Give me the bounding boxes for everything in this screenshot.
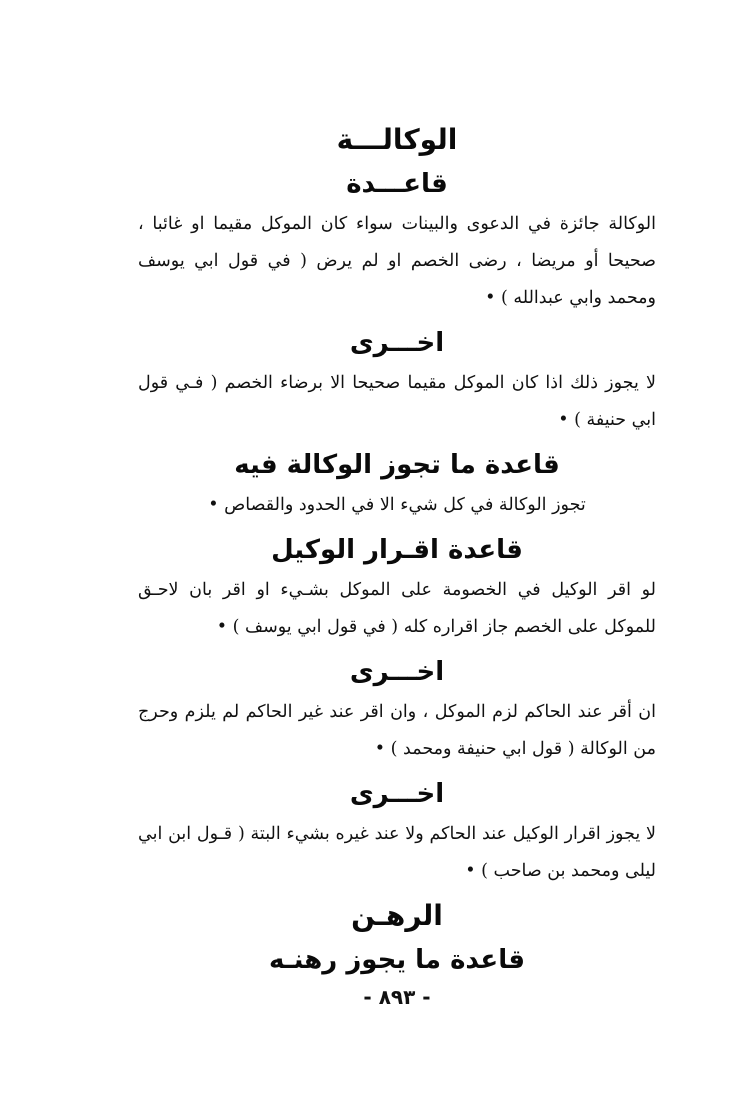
paragraph-ibn-abi-layla-view: لا يجوز اقرار الوكيل عند الحاكم ولا عند غيره بشيء البتة ( قـول ابن ابي ليلى ومحمد بن صاحب ) • [138,824,656,881]
paragraph-wakala-permitted: الوكالة جائزة في الدعوى والبينات سواء كان الموكل مقيما او غائبا ، صحيحا أو مريضا ، رضى الخصم او لم يرض ( في قول ابي يوسف ومحمد وابي عبدالله ) • [138,214,656,308]
paragraph-hudud-qisas: تجوز الوكالة في كل شيء الا في الحدود والقصاص • [208,495,586,515]
section-heading-ukhra: اخـــرى [349,657,445,687]
page-number: - ٨٩٣ - [363,985,431,1009]
section-heading-ukhra: اخـــرى [349,328,445,358]
section-heading-agent-confession: قاعدة اقـرار الوكيل [271,535,523,565]
section-heading-what-may-be-pledged: قاعدة ما يجوز رهنـه [269,945,525,975]
paragraph-agent-confession: لو اقر الوكيل في الخصومة على الموكل بشـيء او اقر بان لاحـق للموكل على الخصم جاز اقراره كله ( في قول ابي يوسف ) • [138,580,656,637]
chapter-title-wakala: الوكالـــة [336,123,458,156]
document-page [138,118,656,1012]
chapter-title-rahn: الرهـن [351,899,443,932]
paragraph-abu-hanifa-view: لا يجوز ذلك اذا كان الموكل مقيما صحيحا الا برضاء الخصم ( فـي قول ابي حنيفة ) • [138,373,656,430]
paragraph-confession-before-judge: ان أقر عند الحاكم لزم الموكل ، وان اقر عند غير الحاكم لم يلزم وحرج من الوكالة ( قول ابي حنيفة ومحمد ) • [138,702,656,759]
section-heading-qaida: قاعـــدة [346,169,448,199]
section-heading-ukhra: اخـــرى [349,779,445,809]
section-heading-what-wakala-permits: قاعدة ما تجوز الوكالة فيه [234,450,560,480]
